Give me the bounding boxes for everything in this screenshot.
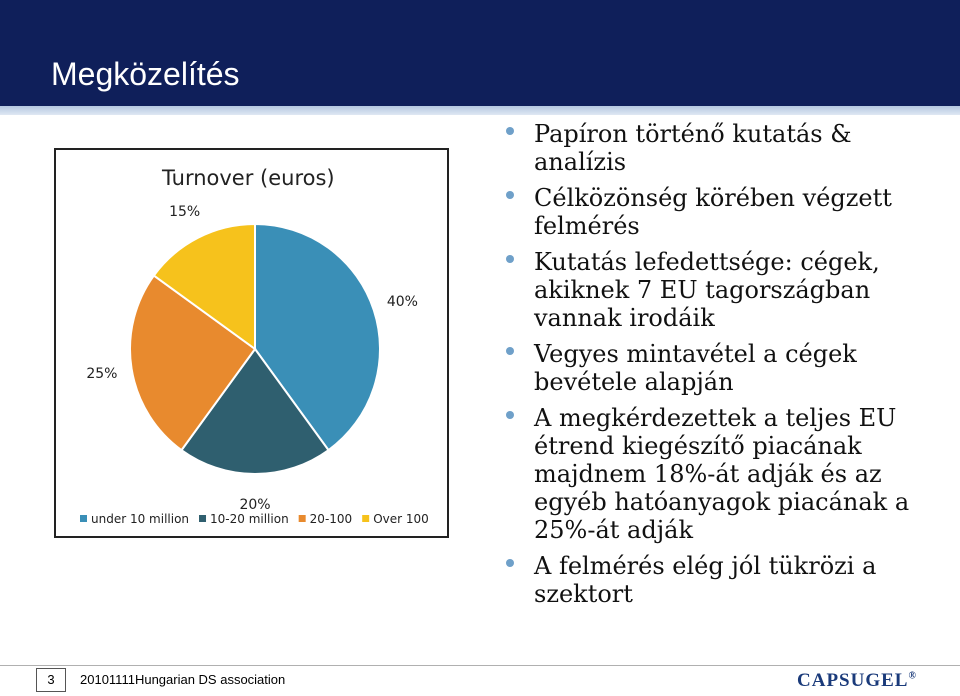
- pie-chart: [56, 150, 447, 536]
- legend-label-0: under 10 million: [91, 512, 190, 526]
- bullet-dot-icon: [506, 347, 514, 355]
- slice-label-2: 25%: [86, 366, 118, 383]
- bullet-dot-icon: [506, 191, 514, 199]
- bullet-dot-icon: [506, 411, 514, 419]
- legend-swatch-3: [362, 515, 369, 522]
- bullet-item: [506, 120, 946, 176]
- header-divider: [0, 106, 960, 115]
- legend-swatch-2: [299, 515, 306, 522]
- registered-mark: ®: [908, 670, 917, 682]
- bullet-text: A felmérés elég jól tükrözi a szektort: [534, 552, 877, 608]
- slice-label-1: 20%: [239, 497, 271, 513]
- legend-swatch-0: [80, 515, 87, 522]
- footer-divider: [0, 665, 960, 666]
- bullet-dot-icon: [506, 559, 514, 567]
- bullet-text: A megkérdezettek a teljes EU étrend kiegészítő piacának majdnem 18%-át adják és az egyéb hatóanyagok piacának a 25%-át adják: [534, 404, 910, 544]
- page-number: 3: [36, 668, 66, 692]
- slice-label-0: 40%: [386, 294, 418, 311]
- bullet-item: [506, 248, 946, 332]
- bullet-item: [506, 184, 946, 240]
- bullet-item: [506, 552, 946, 608]
- bullet-item: [506, 404, 946, 544]
- legend-label-3: Over 100: [373, 512, 429, 526]
- bullet-dot-icon: [506, 255, 514, 263]
- legend-label-2: 20-100: [309, 512, 353, 526]
- chart-title: Turnover (euros): [162, 166, 335, 190]
- footer-text: 20101111Hungarian DS association: [80, 672, 286, 687]
- legend-label-1: 10-20 million: [210, 512, 289, 526]
- bullet-text: Kutatás lefedettsége: cégek, akiknek 7 EU tagországban vannak irodáik: [534, 248, 880, 332]
- slice-label-3: 15%: [169, 203, 201, 220]
- bullet-list: [506, 120, 946, 616]
- slide-title: Megközelítés: [51, 56, 240, 92]
- bullet-text: Papíron történő kutatás & analízis: [534, 120, 852, 176]
- logo-text: CAPSUGEL: [797, 670, 909, 691]
- capsugel-logo: [797, 670, 917, 692]
- bullet-dot-icon: [506, 127, 514, 135]
- legend-swatch-1: [199, 515, 206, 522]
- bullet-item: [506, 340, 946, 396]
- bullet-text: Vegyes mintavétel a cégek bevétele alapján: [534, 340, 857, 396]
- pie-chart-frame: [54, 148, 449, 538]
- bullet-text: Célközönség körében végzett felmérés: [534, 184, 892, 240]
